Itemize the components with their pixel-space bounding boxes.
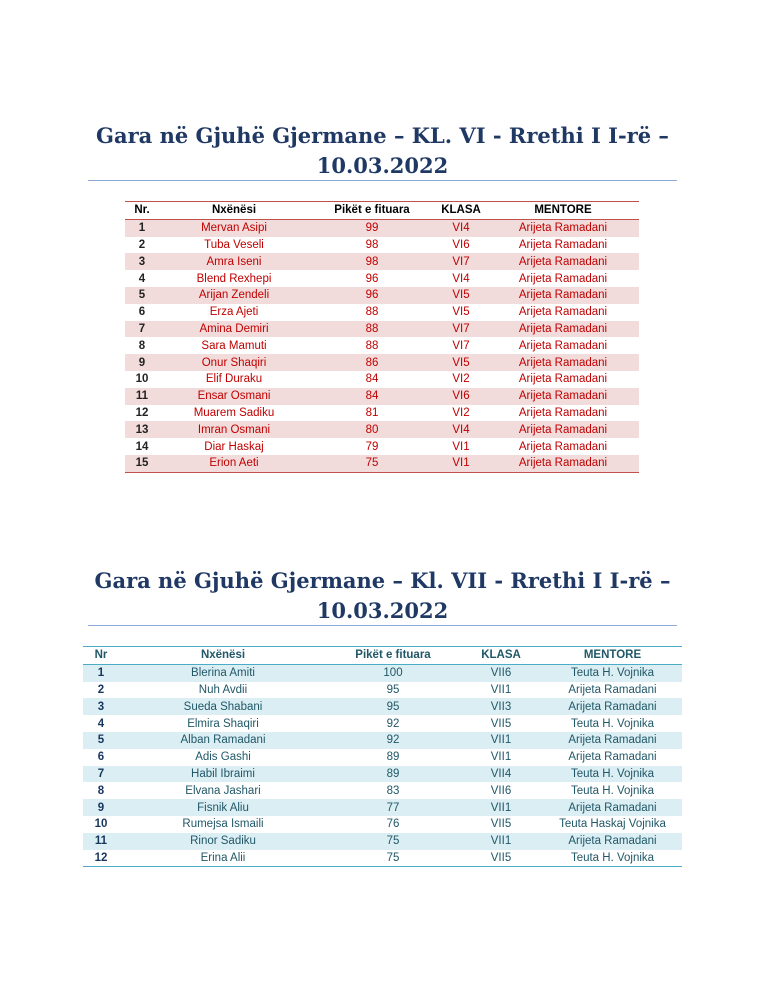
cell-points: 95 <box>327 698 459 715</box>
cell-class: VI6 <box>435 388 487 405</box>
cell-nr: 10 <box>94 818 108 831</box>
cell-mentor: Arijeta Ramadani <box>487 421 639 438</box>
cell-points: 81 <box>365 406 379 419</box>
cell-nr: 5 <box>125 287 159 304</box>
section1-title-line1: Gara në Gjuhë Gjermane – KL. VI - Rrethi I I-rë – <box>96 123 669 148</box>
cell-nr: 3 <box>125 253 159 270</box>
cell-points: 98 <box>309 253 435 270</box>
cell-mentor: Arijeta Ramadani <box>518 440 608 453</box>
table-header-row <box>125 202 639 220</box>
cell-mentor: Arijeta Ramadani <box>487 321 639 338</box>
cell-points: 79 <box>365 440 379 453</box>
cell-student: Blend Rexhepi <box>196 272 272 285</box>
header-nr: Nr <box>83 647 119 665</box>
table-row <box>125 253 639 270</box>
cell-nr: 2 <box>138 238 146 251</box>
cell-nr: 12 <box>135 406 149 419</box>
cell-mentor: Arijeta Ramadani <box>568 751 657 764</box>
cell-class: VII1 <box>490 683 512 696</box>
cell-class: VI7 <box>452 339 470 352</box>
section2-divider <box>88 625 677 626</box>
table-row <box>83 816 682 833</box>
cell-class: VI4 <box>452 272 470 285</box>
cell-points: 84 <box>309 388 435 405</box>
cell-points: 89 <box>327 766 459 783</box>
cell-nr: 5 <box>83 732 119 749</box>
table-row <box>83 749 682 766</box>
cell-class: VI2 <box>452 373 470 386</box>
cell-points: 77 <box>327 799 459 816</box>
cell-student: Sara Mamuti <box>201 339 267 352</box>
cell-mentor: Arijeta Ramadani <box>487 388 639 405</box>
cell-points: 83 <box>386 784 400 797</box>
cell-nr: 14 <box>135 440 149 453</box>
cell-student: Alban Ramadani <box>119 732 327 749</box>
table-row <box>83 682 682 699</box>
cell-nr: 11 <box>125 388 159 405</box>
results-table-kl7 <box>83 646 682 867</box>
cell-student: Tuba Veseli <box>204 238 264 251</box>
cell-mentor: Arijeta Ramadani <box>518 339 608 352</box>
cell-points: 76 <box>386 818 400 831</box>
cell-mentor: Teuta H. Vojnika <box>570 784 655 797</box>
cell-points: 86 <box>309 354 435 371</box>
table-body <box>125 219 639 472</box>
table-row <box>83 766 682 783</box>
cell-points: 80 <box>309 421 435 438</box>
section2-title-line2: 10.03.2022 <box>316 598 449 623</box>
cell-points: 96 <box>365 272 379 285</box>
cell-student: Rumejsa Ismaili <box>182 818 264 831</box>
table-row <box>83 732 682 749</box>
cell-student: Ensar Osmani <box>159 388 309 405</box>
cell-nr: 15 <box>125 455 159 472</box>
cell-class: VI7 <box>435 253 487 270</box>
cell-student: Nuh Avdii <box>198 683 248 696</box>
header-points: Pikët e fituara <box>309 202 435 220</box>
cell-class: VII3 <box>459 698 543 715</box>
cell-nr: 9 <box>125 354 159 371</box>
header-nr: Nr. <box>125 202 159 220</box>
cell-mentor: Teuta Haskaj Vojnika <box>559 818 666 831</box>
cell-nr: 13 <box>125 421 159 438</box>
cell-class: VI7 <box>435 321 487 338</box>
cell-mentor: Arijeta Ramadani <box>487 455 639 472</box>
cell-points: 95 <box>386 683 400 696</box>
table-row <box>83 698 682 715</box>
cell-mentor: Arijeta Ramadani <box>487 253 639 270</box>
cell-nr: 4 <box>97 717 105 730</box>
cell-mentor: Arijeta Ramadani <box>487 287 639 304</box>
cell-class: VI5 <box>435 354 487 371</box>
cell-class: VI4 <box>435 421 487 438</box>
cell-mentor: Teuta H. Vojnika <box>543 664 682 681</box>
table-body <box>83 664 682 867</box>
cell-points: 98 <box>365 238 379 251</box>
table-row <box>125 287 639 304</box>
cell-student: Adis Gashi <box>195 751 251 764</box>
table-row <box>83 833 682 850</box>
cell-mentor: Arijeta Ramadani <box>543 833 682 850</box>
cell-mentor: Arijeta Ramadani <box>487 219 639 236</box>
cell-points: 92 <box>327 732 459 749</box>
cell-nr: 7 <box>125 321 159 338</box>
table-row <box>125 337 639 354</box>
cell-nr: 4 <box>138 272 146 285</box>
cell-class: VII1 <box>490 751 512 764</box>
cell-student: Diar Haskaj <box>204 440 264 453</box>
cell-class: VII6 <box>490 784 512 797</box>
cell-mentor: Arijeta Ramadani <box>568 683 657 696</box>
cell-points: 96 <box>309 287 435 304</box>
cell-student: Arijan Zendeli <box>159 287 309 304</box>
cell-nr: 12 <box>83 850 119 867</box>
cell-student: Imran Osmani <box>159 421 309 438</box>
header-points: Pikët e fituara <box>327 647 459 665</box>
cell-points: 88 <box>309 321 435 338</box>
cell-class: VI1 <box>435 455 487 472</box>
cell-points: 75 <box>309 455 435 472</box>
cell-mentor: Teuta H. Vojnika <box>543 850 682 867</box>
section2-title-line1: Gara në Gjuhë Gjermane – Kl. VII - Rrethi I I-rë – <box>94 568 671 593</box>
cell-student: Elvana Jashari <box>185 784 261 797</box>
table-row <box>125 455 639 472</box>
cell-nr: 3 <box>83 698 119 715</box>
cell-mentor: Arijeta Ramadani <box>487 354 639 371</box>
cell-nr: 1 <box>125 219 159 236</box>
cell-class: VI5 <box>435 287 487 304</box>
cell-mentor: Arijeta Ramadani <box>543 799 682 816</box>
table-row <box>83 664 682 681</box>
table-row <box>83 715 682 732</box>
cell-student: Onur Shaqiri <box>159 354 309 371</box>
cell-points: 99 <box>309 219 435 236</box>
cell-class: VII1 <box>459 833 543 850</box>
cell-student: Elif Duraku <box>205 373 263 386</box>
cell-student: Fisnik Aliu <box>119 799 327 816</box>
results-table-kl6 <box>125 201 639 473</box>
table-row <box>125 438 639 455</box>
cell-nr: 6 <box>138 306 146 319</box>
table-row <box>125 270 639 287</box>
cell-points: 88 <box>365 339 379 352</box>
cell-student: Amina Demiri <box>159 321 309 338</box>
cell-points: 75 <box>327 850 459 867</box>
cell-mentor: Arijeta Ramadani <box>518 406 608 419</box>
table-header-row <box>83 647 682 665</box>
cell-student: Sueda Shabani <box>119 698 327 715</box>
cell-points: 75 <box>327 833 459 850</box>
cell-nr: 11 <box>83 833 119 850</box>
table-row <box>125 354 639 371</box>
table-row <box>125 219 639 236</box>
cell-mentor: Arijeta Ramadani <box>518 238 608 251</box>
header-mentor: MENTORE <box>543 647 682 665</box>
table-row <box>83 782 682 799</box>
header-class: KLASA <box>435 202 487 220</box>
table-row <box>125 237 639 254</box>
cell-nr: 9 <box>83 799 119 816</box>
cell-student: Erza Ajeti <box>209 306 259 319</box>
cell-points: 92 <box>386 717 400 730</box>
table-row <box>125 405 639 422</box>
table-row <box>125 388 639 405</box>
cell-class: VII6 <box>459 664 543 681</box>
cell-class: VI2 <box>452 406 470 419</box>
header-student: Nxënësi <box>159 202 309 220</box>
section1-title-line2: 10.03.2022 <box>316 153 449 178</box>
cell-class: VII1 <box>459 799 543 816</box>
table-row <box>83 850 682 867</box>
table-row <box>83 799 682 816</box>
cell-class: VI5 <box>452 306 470 319</box>
cell-student: Erina Alii <box>119 850 327 867</box>
cell-class: VII5 <box>490 818 512 831</box>
cell-mentor: Arijeta Ramadani <box>543 698 682 715</box>
cell-class: VII5 <box>459 850 543 867</box>
cell-class: VI1 <box>452 440 470 453</box>
cell-mentor: Arijeta Ramadani <box>518 272 608 285</box>
section2-title <box>0 566 765 626</box>
cell-mentor: Teuta H. Vojnika <box>543 766 682 783</box>
table-row <box>125 421 639 438</box>
cell-class: VII4 <box>459 766 543 783</box>
section1-title <box>0 121 765 181</box>
cell-points: 100 <box>327 664 459 681</box>
cell-student: Muarem Sadiku <box>193 406 275 419</box>
cell-points: 89 <box>386 751 400 764</box>
header-student: Nxënësi <box>119 647 327 665</box>
cell-nr: 2 <box>97 683 105 696</box>
cell-nr: 6 <box>97 751 105 764</box>
cell-class: VII1 <box>459 732 543 749</box>
cell-class: VI4 <box>435 219 487 236</box>
cell-student: Amra Iseni <box>159 253 309 270</box>
cell-student: Rinor Sadiku <box>119 833 327 850</box>
cell-points: 88 <box>365 306 379 319</box>
cell-nr: 1 <box>83 664 119 681</box>
table-row <box>125 321 639 338</box>
cell-student: Mervan Asipi <box>159 219 309 236</box>
cell-class: VI6 <box>452 238 470 251</box>
cell-points: 84 <box>365 373 379 386</box>
cell-mentor: Arijeta Ramadani <box>543 732 682 749</box>
cell-student: Elmira Shaqiri <box>187 717 259 730</box>
table-row <box>125 371 639 388</box>
cell-class: VII5 <box>490 717 512 730</box>
cell-mentor: Arijeta Ramadani <box>518 306 608 319</box>
cell-nr: 7 <box>83 766 119 783</box>
cell-mentor: Teuta H. Vojnika <box>570 717 655 730</box>
table-row <box>125 304 639 321</box>
section1-divider <box>88 180 677 181</box>
cell-mentor: Arijeta Ramadani <box>518 373 608 386</box>
cell-nr: 8 <box>138 339 146 352</box>
cell-nr: 8 <box>97 784 105 797</box>
cell-student: Blerina Amiti <box>119 664 327 681</box>
header-mentor: MENTORE <box>487 202 639 220</box>
header-class: KLASA <box>459 647 543 665</box>
cell-student: Erion Aeti <box>159 455 309 472</box>
cell-student: Habil Ibraimi <box>119 766 327 783</box>
cell-nr: 10 <box>135 373 149 386</box>
